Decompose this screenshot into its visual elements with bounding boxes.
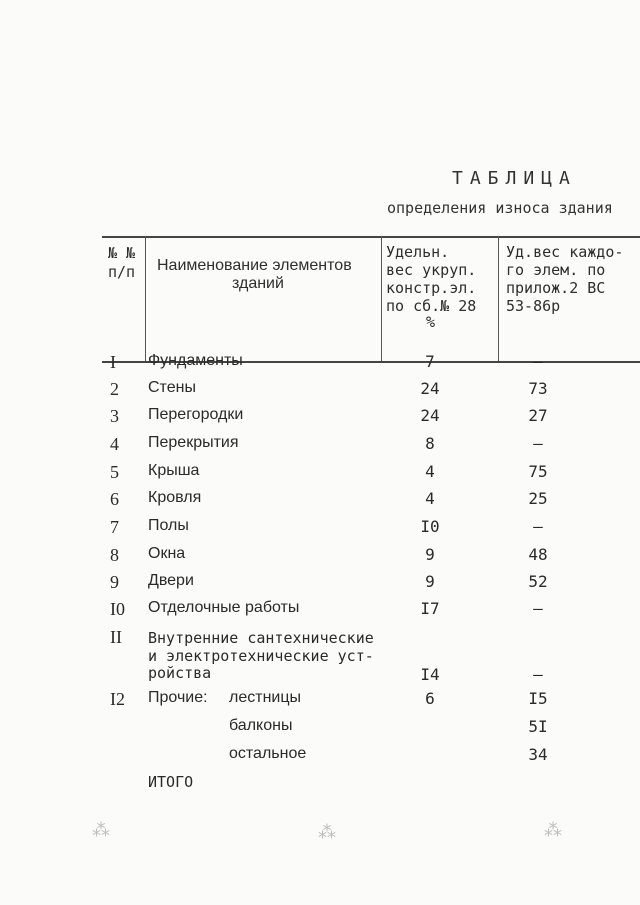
row-number: 8 <box>110 545 119 565</box>
row-number: 7 <box>110 517 119 537</box>
row-weight-1: I0 <box>420 517 440 536</box>
row-number: 3 <box>110 406 119 426</box>
row-name: Кровля <box>148 489 202 506</box>
table-row <box>0 545 640 569</box>
table-subtitle: определения износа здания <box>387 199 613 217</box>
table-row <box>0 745 640 769</box>
row-weight-2: 73 <box>528 379 548 398</box>
row-name-line1: Внутренние сантехнические <box>148 629 374 647</box>
total-row <box>0 773 640 797</box>
row-weight-1: 24 <box>420 379 440 398</box>
row-weight-2: 75 <box>528 462 548 481</box>
row-name: Перекрытия <box>148 434 239 451</box>
header-w2-line3: прилож.2 ВС <box>506 279 606 297</box>
row-weight-2: – <box>533 599 543 618</box>
scan-smudge: ⁂ <box>318 822 336 843</box>
row-weight-2: I5 <box>528 689 548 708</box>
row-name: Перегородки <box>148 406 244 423</box>
table-row <box>0 627 640 687</box>
row-subitem-name: лестницы <box>229 689 301 706</box>
row-number: I2 <box>110 689 125 709</box>
row-weight-1: I4 <box>420 665 440 684</box>
header-num-line1: № № <box>108 244 136 262</box>
scan-smudge: ⁂ <box>544 820 562 841</box>
row-number: I <box>110 352 116 372</box>
row-name-line2: и электротехнические уст- <box>148 647 374 665</box>
row-weight-2: – <box>533 517 543 536</box>
row-weight-1: 24 <box>420 406 440 425</box>
row-weight-2: – <box>533 352 543 371</box>
total-label: ИТОГО <box>148 773 194 791</box>
table-row <box>0 352 640 376</box>
row-weight-2: 27 <box>528 406 548 425</box>
header-divider-3 <box>498 236 499 361</box>
row-name: Фундаменты <box>148 352 243 369</box>
row-name: Стены <box>148 379 196 396</box>
row-name-line3: ройства <box>148 664 212 682</box>
row-subitem-name: остальное <box>229 745 307 762</box>
row-number: 6 <box>110 489 119 509</box>
table-row <box>0 462 640 486</box>
header-divider-2 <box>381 236 382 361</box>
row-weight-1: 7 <box>425 352 435 371</box>
row-weight-1: 9 <box>425 545 435 564</box>
row-weight-1: 6 <box>425 689 435 708</box>
row-weight-1: 8 <box>425 434 435 453</box>
header-name-line2: зданий <box>232 275 284 292</box>
scan-smudge: ⁂ <box>92 820 110 841</box>
header-w2-line1: Уд.вес каждо- <box>506 243 624 261</box>
row-weight-2: 5I <box>528 717 548 736</box>
row-name: Окна <box>148 545 186 562</box>
row-weight-1: 9 <box>425 572 435 591</box>
table-row <box>0 599 640 623</box>
table-row <box>0 379 640 403</box>
row-number: 4 <box>110 434 119 454</box>
row-weight-2: 52 <box>528 572 548 591</box>
row-number: II <box>110 627 122 647</box>
table-row <box>0 434 640 458</box>
header-w2-line2: го элем. по <box>506 261 606 279</box>
header-num-line2: п/п <box>108 263 136 281</box>
row-weight-2: 25 <box>528 489 548 508</box>
table-row <box>0 406 640 430</box>
row-weight-2: 48 <box>528 545 548 564</box>
row-name: Полы <box>148 517 189 534</box>
row-name: Прочие: <box>148 689 208 706</box>
header-w1-line5: % <box>426 313 436 331</box>
row-weight-2: 34 <box>528 745 548 764</box>
row-number: 2 <box>110 379 119 399</box>
table-row <box>0 717 640 741</box>
row-name: Двери <box>148 572 194 589</box>
table-title: ТАБЛИЦА <box>452 168 577 189</box>
header-divider-1 <box>145 236 146 361</box>
row-name: Крыша <box>148 462 200 479</box>
table-row <box>0 689 640 713</box>
table-row <box>0 489 640 513</box>
header-w1-line4: по сб.№ 28 <box>386 297 477 315</box>
row-subitem-name: балконы <box>229 717 293 734</box>
header-top-rule <box>102 236 640 238</box>
header-w1-line1: Удельн. <box>386 243 450 261</box>
row-weight-1: 4 <box>425 489 435 508</box>
header-name-line1: Наименование элементов <box>157 257 352 274</box>
row-number: I0 <box>110 599 125 619</box>
table-row <box>0 572 640 596</box>
row-weight-1: 4 <box>425 462 435 481</box>
row-weight-2: – <box>533 434 543 453</box>
header-w1-line3: констр.эл. <box>386 279 477 297</box>
row-name: Отделочные работы <box>148 599 300 616</box>
table-row <box>0 517 640 541</box>
row-number: 9 <box>110 572 119 592</box>
row-number: 5 <box>110 462 119 482</box>
row-weight-2: – <box>533 665 543 684</box>
header-w2-line4: 53-86р <box>506 297 561 315</box>
header-w1-line2: вес укруп. <box>386 261 477 279</box>
row-weight-1: I7 <box>420 599 440 618</box>
